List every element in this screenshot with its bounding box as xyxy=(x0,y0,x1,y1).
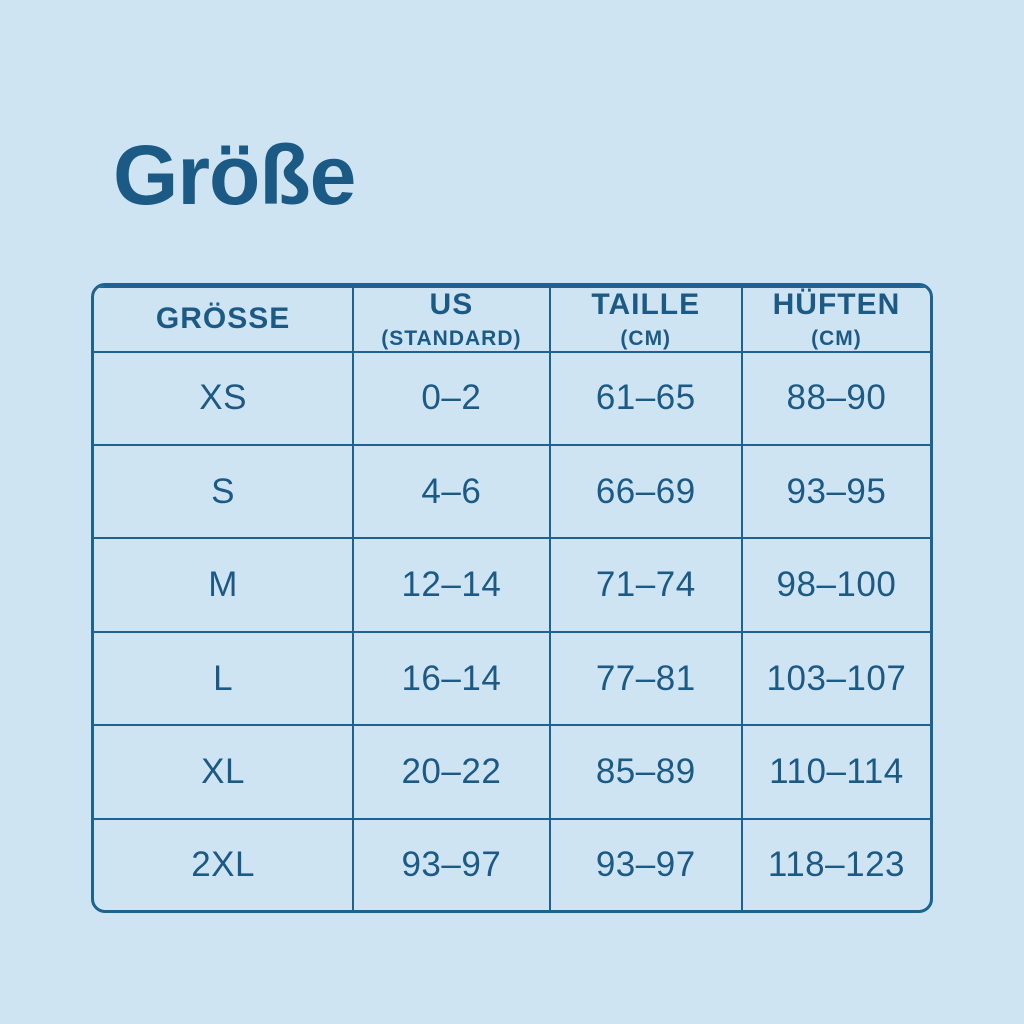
cell-waist: 77–81 xyxy=(550,632,742,725)
column-header-size-main: GRÖSSE xyxy=(155,302,291,336)
cell-size: M xyxy=(94,538,353,631)
cell-size: 2XL xyxy=(94,819,353,910)
cell-size: L xyxy=(94,632,353,725)
cell-size: XL xyxy=(94,725,353,818)
column-header-waist-sub: (CM) xyxy=(620,326,672,350)
cell-us: 12–14 xyxy=(353,538,549,631)
column-header-us-main: US xyxy=(429,288,474,321)
table-header xyxy=(94,287,930,352)
cell-hips: 118–123 xyxy=(742,819,930,910)
cell-us: 4–6 xyxy=(353,445,549,538)
size-table xyxy=(94,286,930,910)
cell-hips: 88–90 xyxy=(742,352,930,445)
cell-waist: 93–97 xyxy=(550,819,742,910)
cell-waist: 61–65 xyxy=(550,352,742,445)
table-row xyxy=(94,725,930,818)
cell-us: 16–14 xyxy=(353,632,549,725)
column-header-us xyxy=(353,287,549,352)
table-row xyxy=(94,445,930,538)
column-header-hips xyxy=(742,287,930,352)
cell-hips: 103–107 xyxy=(742,632,930,725)
table-body xyxy=(94,352,930,910)
cell-waist: 66–69 xyxy=(550,445,742,538)
cell-waist: 85–89 xyxy=(550,725,742,818)
page-title: Größe xyxy=(113,128,356,222)
column-header-hips-main: HÜFTEN xyxy=(772,288,901,321)
cell-us: 0–2 xyxy=(353,352,549,445)
table-row xyxy=(94,352,930,445)
column-header-size xyxy=(94,287,353,352)
table-header-row xyxy=(94,287,930,352)
column-header-waist-main: TAILLE xyxy=(591,288,701,321)
table-row xyxy=(94,538,930,631)
cell-size: XS xyxy=(94,352,353,445)
size-table-container xyxy=(91,283,933,913)
cell-size: S xyxy=(94,445,353,538)
table-row xyxy=(94,819,930,910)
cell-waist: 71–74 xyxy=(550,538,742,631)
column-header-us-sub: (STANDARD) xyxy=(381,326,522,350)
cell-hips: 110–114 xyxy=(742,725,930,818)
column-header-hips-sub: (CM) xyxy=(811,326,862,350)
cell-us: 93–97 xyxy=(353,819,549,910)
cell-hips: 98–100 xyxy=(742,538,930,631)
cell-hips: 93–95 xyxy=(742,445,930,538)
cell-us: 20–22 xyxy=(353,725,549,818)
column-header-waist xyxy=(550,287,742,352)
table-row xyxy=(94,632,930,725)
